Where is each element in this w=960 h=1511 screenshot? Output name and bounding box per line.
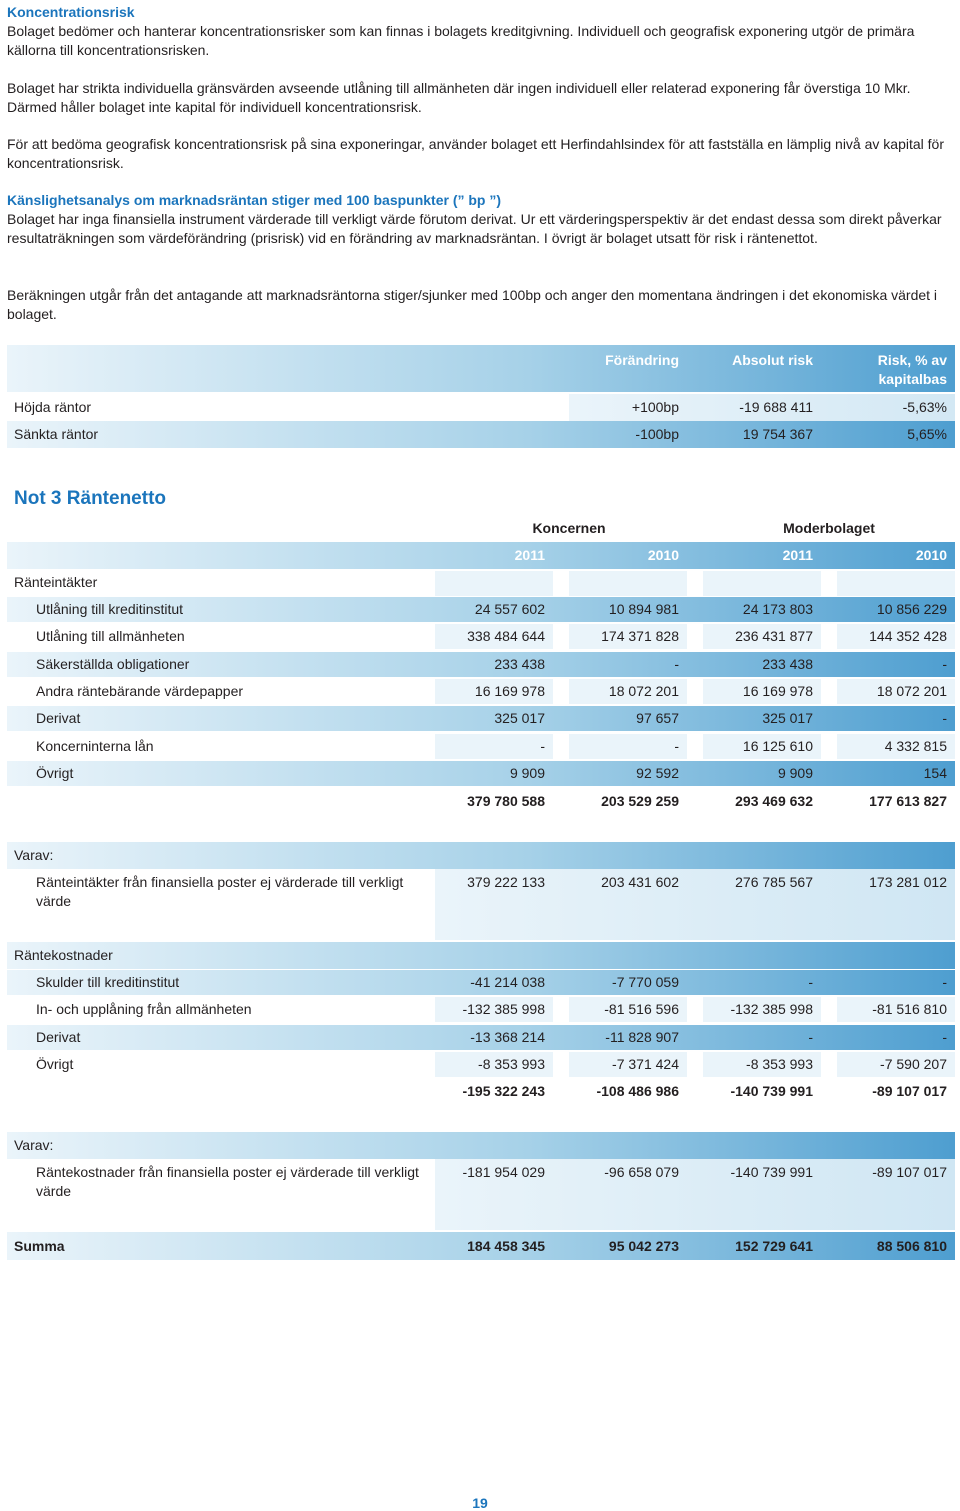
- row-value: 10 856 229: [876, 601, 947, 617]
- table-row: [7, 705, 955, 732]
- year-koncernen-2011: 2011: [514, 547, 545, 563]
- sensitivity-section: [7, 191, 952, 248]
- cost-total-value: -108 486 986: [596, 1083, 679, 1099]
- row-value: 338 484 644: [467, 628, 545, 645]
- page-number: 19: [472, 1495, 488, 1511]
- row-label: Derivat: [36, 1028, 81, 1045]
- income-total-row: [7, 788, 955, 815]
- header-absolut-risk: Absolut risk: [732, 352, 813, 368]
- table-row: [7, 596, 955, 623]
- income-total-value: 379 780 588: [467, 793, 545, 809]
- risk-table: [7, 345, 955, 448]
- table-row: [7, 1051, 955, 1078]
- row-label: Skulder till kreditinstitut: [36, 974, 180, 990]
- varav-label: Varav:: [14, 847, 54, 863]
- varav-detail-value: 173 281 012: [869, 874, 947, 890]
- varav-detail-row: [7, 1159, 955, 1230]
- table-row: [7, 651, 955, 678]
- varav-detail-row: [7, 869, 955, 940]
- summa-row: [7, 1232, 955, 1260]
- row-label: Säkerställda obligationer: [36, 655, 190, 672]
- row-value: 97 657: [636, 710, 679, 727]
- value-change: +100bp: [631, 399, 679, 415]
- row-value: 18 072 201: [876, 682, 947, 699]
- row-value: -: [942, 974, 947, 990]
- row-value: 18 072 201: [608, 682, 679, 699]
- row-value: 92 592: [636, 764, 679, 781]
- summa-label: Summa: [14, 1238, 65, 1254]
- heading-koncentrationsrisk: Koncentrationsrisk: [7, 4, 135, 20]
- row-value: -8 353 993: [478, 1055, 545, 1072]
- table-row: [7, 678, 955, 705]
- risk-table-header: [7, 345, 955, 392]
- row-value: 9 909: [777, 764, 813, 781]
- intro-section: [7, 3, 952, 60]
- year-moderbolaget-2011: 2011: [782, 547, 813, 563]
- row-value: 233 438: [762, 655, 813, 672]
- table-row: [7, 421, 955, 448]
- row-label: Sänkta räntor: [14, 426, 99, 442]
- row-value: -: [942, 655, 947, 672]
- row-value: 174 371 828: [601, 628, 679, 645]
- paragraph-1: Bolaget bedömer och hanterar koncentrationsrisker som kan finnas i bolagets kreditgivning. Individuell och geografisk exponering utgör de primära källorna till koncentrationsrisken.: [7, 23, 915, 58]
- summa-value: 184 458 345: [467, 1238, 545, 1254]
- row-value: 144 352 428: [869, 628, 947, 645]
- row-label: Andra räntebärande värdepapper: [36, 682, 244, 699]
- summa-value: 88 506 810: [876, 1238, 947, 1254]
- header-forandring: Förändring: [605, 352, 679, 368]
- row-value: 16 169 978: [742, 682, 813, 699]
- row-value: 325 017: [494, 710, 545, 727]
- section-heading-row: [7, 942, 955, 969]
- heading-sensitivity: Känslighetsanalys om marknadsräntan stiger med 100 baspunkter (” bp ”): [7, 192, 502, 208]
- row-value: -81 516 810: [872, 1001, 947, 1018]
- row-value: -: [674, 655, 679, 672]
- table-row: [7, 394, 955, 421]
- varav-row: [7, 1132, 955, 1159]
- row-value: 16 169 978: [474, 682, 545, 699]
- varav-detail-value: -96 658 079: [604, 1164, 679, 1180]
- value-pct: 5,65%: [907, 426, 947, 442]
- income-total-value: 203 529 259: [601, 793, 679, 809]
- row-value: 24 557 602: [474, 601, 545, 617]
- row-value: 10 894 981: [608, 601, 679, 617]
- row-value: 16 125 610: [742, 737, 813, 754]
- row-label: Höjda räntor: [14, 399, 92, 415]
- varav-label: Varav:: [14, 1137, 54, 1153]
- varav-detail-value: 203 431 602: [601, 874, 679, 890]
- header-risk-pct: Risk, % av kapitalbas: [877, 352, 947, 387]
- row-value: -81 516 596: [604, 1001, 679, 1018]
- row-label: In- och upplåning från allmänheten: [36, 1001, 252, 1018]
- income-total-value: 177 613 827: [869, 793, 947, 809]
- row-value: -7 770 059: [612, 974, 679, 990]
- row-label: Övrigt: [36, 764, 74, 781]
- row-label: Koncerninterna lån: [36, 737, 154, 754]
- value-abs: 19 754 367: [742, 426, 813, 442]
- varav-detail-label: Ränteintäkter från finansiella poster ej värderade till verkligt värde: [36, 874, 404, 909]
- table-row: [7, 733, 955, 760]
- summa-value: 152 729 641: [735, 1238, 813, 1254]
- row-value: -13 368 214: [470, 1028, 545, 1045]
- year-header-row: [7, 542, 955, 569]
- group-moderbolaget: Moderbolaget: [783, 520, 875, 536]
- table-row: [7, 969, 955, 996]
- row-value: -132 385 998: [462, 1001, 545, 1018]
- row-value: 233 438: [494, 655, 545, 672]
- row-value: 24 173 803: [742, 601, 813, 617]
- year-koncernen-2010: 2010: [647, 547, 679, 563]
- note-title: Not 3 Räntenetto: [14, 488, 166, 509]
- row-value: -: [808, 974, 813, 990]
- row-value: 9 909: [509, 764, 545, 781]
- section-heading-row: [7, 569, 955, 596]
- row-value: -132 385 998: [730, 1001, 813, 1018]
- row-value: 325 017: [762, 710, 813, 727]
- cost-total-row: [7, 1078, 955, 1105]
- value-abs: -19 688 411: [739, 399, 813, 415]
- paragraph-2: Bolaget har strikta individuella gränsvärden avseende utlåning till allmänheten där ingen individuell eller relaterad exponering får överstiga 10 Mkr. Därmed håller bolaget inte kapital för individuell koncentrationsrisk.: [7, 80, 911, 115]
- year-moderbolaget-2010: 2010: [915, 547, 947, 563]
- varav-detail-label: Räntekostnader från finansiella poster ej värderade till verkligt värde: [36, 1164, 419, 1199]
- row-label: Utlåning till kreditinstitut: [36, 601, 184, 617]
- paragraph-4: Bolaget har inga finansiella instrument värderade till verkligt värde förutom derivat. Ur ett värderingsperspektiv är det endast dessa som direkt påverkar resultaträkningen som värdeförändring (prisrisk) vid en förändring av marknadsräntan. I övrigt är bolaget utsatt för risk i räntenettot.: [7, 211, 942, 246]
- paragraph-5: Beräkningen utgår från det antagande att marknadsräntorna stiger/sjunker med 100bp och anger den momentana ändringen i det ekonomiska värdet i bolaget.: [7, 287, 938, 322]
- varav-detail-value: -140 739 991: [730, 1164, 813, 1180]
- row-value: -: [942, 1028, 947, 1045]
- row-label: Utlåning till allmänheten: [36, 628, 185, 645]
- cost-total-value: -140 739 991: [730, 1083, 813, 1099]
- row-value: -: [808, 1028, 813, 1045]
- table-row: [7, 1024, 955, 1051]
- varav-detail-value: -181 954 029: [462, 1164, 545, 1180]
- varav-detail-value: 276 785 567: [735, 874, 813, 890]
- row-value: -: [942, 710, 947, 727]
- value-change: -100bp: [635, 426, 679, 442]
- income-total-value: 293 469 632: [735, 793, 813, 809]
- row-value: -8 353 993: [746, 1055, 813, 1072]
- varav-detail-value: -89 107 017: [872, 1164, 947, 1180]
- row-value: -: [674, 737, 679, 754]
- table-row: [7, 623, 955, 650]
- row-value: -: [540, 737, 545, 754]
- cost-total-value: -89 107 017: [872, 1083, 947, 1099]
- row-label: Övrigt: [36, 1055, 74, 1072]
- group-koncernen: Koncernen: [532, 520, 606, 536]
- summa-value: 95 042 273: [608, 1238, 679, 1254]
- table-row: [7, 996, 955, 1023]
- cost-total-value: -195 322 243: [462, 1083, 545, 1099]
- income-heading: Ränteintäkter: [14, 574, 98, 590]
- row-value: 154: [923, 764, 947, 781]
- varav-row: [7, 842, 955, 869]
- cost-heading: Räntekostnader: [14, 947, 113, 963]
- row-value: -7 371 424: [612, 1055, 679, 1072]
- group-header-row: [7, 520, 955, 540]
- varav-detail-value: 379 222 133: [467, 874, 545, 890]
- row-value: 4 332 815: [884, 737, 947, 754]
- row-value: -7 590 207: [880, 1055, 947, 1072]
- value-pct: -5,63%: [902, 399, 947, 415]
- row-value: -11 828 907: [605, 1028, 679, 1045]
- paragraph-3: För att bedöma geografisk koncentrationsrisk på sina exponeringar, använder bolaget ett Herfindahlsindex för att fastställa en lämplig nivå av kapital för koncentrationsrisk.: [7, 136, 944, 171]
- row-value: -41 214 038: [470, 974, 545, 990]
- table-row: [7, 760, 955, 787]
- row-value: 236 431 877: [735, 628, 813, 645]
- row-label: Derivat: [36, 710, 81, 727]
